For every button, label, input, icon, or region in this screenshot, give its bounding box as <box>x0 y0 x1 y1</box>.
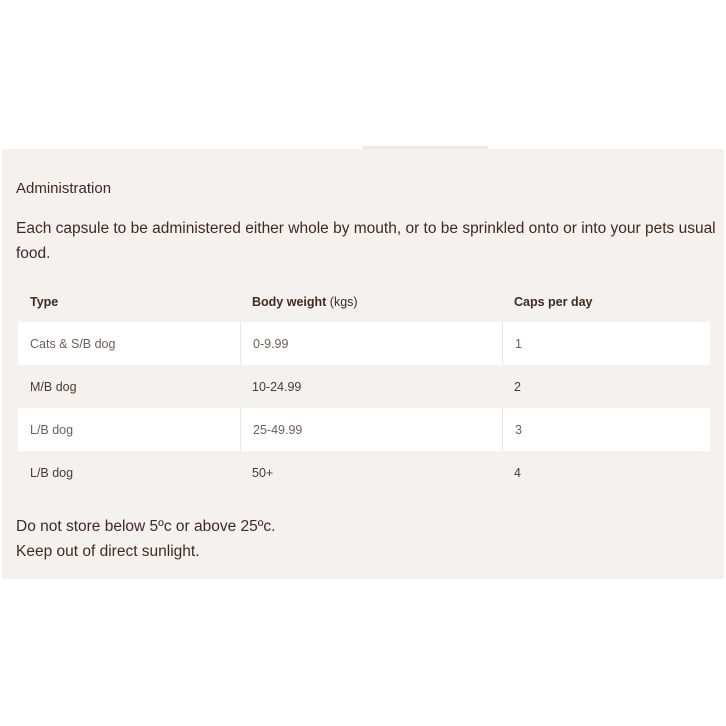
storage-sunlight: Keep out of direct sunlight. <box>16 543 200 560</box>
cell-weight: 0-9.99 <box>240 322 502 365</box>
table-header-row <box>18 281 710 322</box>
administration-description: Each capsule to be administered either whole by mouth, or to be sprinkled onto or into your pets usual food. <box>16 220 716 262</box>
cell-type: L/B dog <box>30 422 74 437</box>
storage-instructions <box>16 514 275 564</box>
cell-caps: 2 <box>514 379 521 394</box>
header-weight-label: Body weight <box>252 294 327 309</box>
cell-caps: 4 <box>514 465 521 480</box>
header-caps: Caps per day <box>514 294 593 309</box>
cell-type: M/B dog <box>30 379 77 394</box>
header-type: Type <box>30 294 59 309</box>
cell-caps: 1 <box>502 322 710 365</box>
dosage-table <box>18 281 710 494</box>
cell-weight: 10-24.99 <box>252 379 302 394</box>
table-row <box>18 365 710 408</box>
table-row <box>18 408 710 451</box>
header-weight <box>240 281 502 322</box>
table-row <box>18 322 710 365</box>
table-row <box>18 451 710 494</box>
cell-weight: 50+ <box>252 465 274 480</box>
cell-weight: 25-49.99 <box>240 408 502 451</box>
storage-temperature: Do not store below 5ºc or above 25ºc. <box>16 518 276 535</box>
cell-type: Cats & S/B dog <box>30 336 116 351</box>
cell-caps: 3 <box>502 408 710 451</box>
section-heading: Administration <box>16 180 112 197</box>
cell-type: L/B dog <box>30 465 74 480</box>
header-weight-unit: (kgs) <box>329 294 358 309</box>
